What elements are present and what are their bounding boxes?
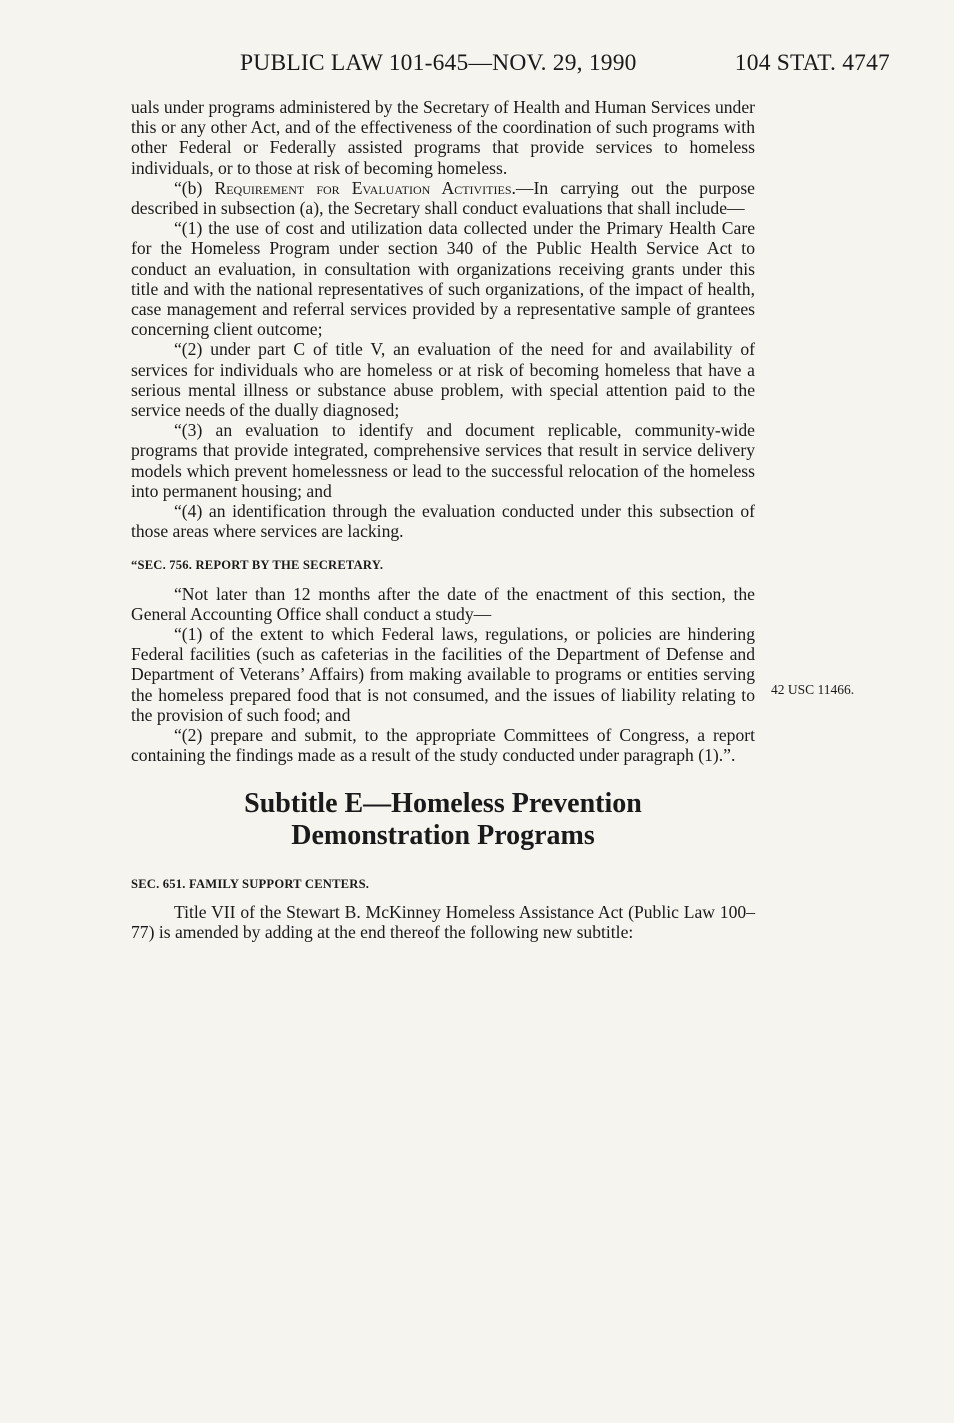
list-item-1: “(1) the use of cost and utilization data collected under the Primary Health Care for the Homeless Program under section 340 of the Public Health Service Act to conduct an evaluation, in consultation with organizations receiving grants under this title and with the national representatives of such organizations, of the impact of health, case management and referral services provided by a representative sample of grantees concerning client outcome; xyxy=(131,218,755,340)
margin-citation: 42 USC 11466. xyxy=(771,682,855,697)
list-item-2: “(2) under part C of title V, an evaluation of the need for and availability of services for individuals who are homeless or at risk of becoming homeless that have a serious mental illness or substance abuse problem, with special attention paid to the service needs of the dually diagnosed; xyxy=(131,339,755,421)
continued-paragraph: uals under programs administered by the Secretary of Health and Human Services under this or any other Act, and of the effectiveness of the coordination of such programs with other Federal or Federally assisted programs that provide services to homeless individuals, or to those at risk of becoming homeless. xyxy=(131,97,755,178)
subtitle-line-2: Demonstration Programs xyxy=(291,819,595,851)
subsection-b xyxy=(131,178,755,218)
subsection-b-prefix: “(b) xyxy=(174,177,215,198)
section-651-text: Title VII of the Stewart B. McKinney Homeless Assistance Act (Public Law 100–77) is amended by adding at the end thereof the following new subtitle: xyxy=(131,901,755,942)
section-651-heading: SEC. 651. FAMILY SUPPORT CENTERS. xyxy=(131,876,370,891)
header-stat-page: 104 STAT. 4747 xyxy=(734,50,890,76)
section-756-text: “Not later than 12 months after the date of the enactment of this section, the General Accounting Office shall conduct a study— xyxy=(131,583,755,624)
document-body xyxy=(131,97,755,942)
list-item-4: “(4) an identification through the evaluation conducted under this subsection of those areas where services are lacking. xyxy=(131,501,755,542)
subsection-b-heading: Requirement for Evaluation Activities. xyxy=(214,177,516,198)
header-public-law: PUBLIC LAW 101-645—NOV. 29, 1990 xyxy=(240,50,637,76)
section-756-heading: “SEC. 756. REPORT BY THE SECRETARY. xyxy=(131,558,384,573)
list-item-3: “(3) an evaluation to identify and document replicable, community-wide programs that provide integrated, comprehensive services that result in service delivery models which prevent homelessness or lead to the successful relocation of the homeless into permanent housing; and xyxy=(131,420,755,501)
study-item-2: “(2) prepare and submit, to the appropriate Committees of Congress, a report containing the findings made as a result of the study conducted under paragraph (1).”. xyxy=(131,725,755,766)
running-header xyxy=(240,50,890,84)
study-item-1: “(1) of the extent to which Federal laws, regulations, or policies are hindering Federal facilities (such as cafeterias in the facilities of the Department of Defense and Department of Veterans’ Affairs) from making available to programs or entities serving the homeless prepared food that is not consumed, and the issues of liability relating to the provision of such food; and xyxy=(131,624,755,725)
subsection-b-text: —In carrying out the purpose described in subsection (a), the Secretary shall conduct evaluations that shall include— xyxy=(131,177,755,219)
subtitle-line-1: Subtitle E—Homeless Prevention xyxy=(244,787,642,819)
subtitle-heading xyxy=(131,788,755,852)
